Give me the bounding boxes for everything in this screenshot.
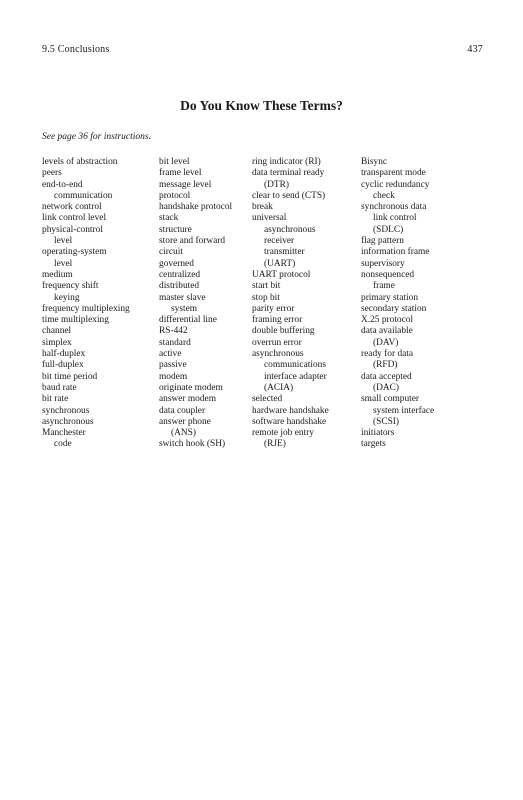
term-continuation: code [54, 439, 72, 450]
term-continuation: frame [373, 281, 395, 292]
term-item: frequency multiplexing [42, 303, 130, 314]
term-item: half-duplex [42, 349, 86, 360]
term-item: full-duplex [42, 360, 84, 371]
term-item: UART protocol [252, 269, 311, 280]
term-continuation: (SDLC) [373, 224, 404, 235]
term-item: link control level [42, 213, 107, 224]
term-item: data terminal ready [252, 168, 325, 179]
term-item: software handshake [252, 416, 327, 427]
term-item: ready for data [361, 349, 414, 360]
term-item: targets [361, 439, 386, 450]
term-item: initiators [361, 428, 395, 439]
term-item: RS-442 [159, 326, 188, 337]
term-item: circuit [159, 247, 183, 258]
term-item: cyclic redundancy [361, 179, 430, 190]
term-item: stack [159, 213, 179, 224]
term-item: stop bit [252, 292, 280, 303]
terms-column-4 [361, 157, 434, 451]
term-item: supervisory [361, 258, 405, 269]
term-continuation: communication [54, 190, 113, 201]
term-item: physical-control [42, 224, 103, 235]
term-continuation: link control [373, 213, 417, 224]
term-item: store and forward [159, 236, 226, 247]
term-item: bit time period [42, 371, 98, 382]
term-item: originate modem [159, 382, 223, 393]
term-item: flag pattern [361, 236, 404, 247]
term-item: nonsequenced [361, 269, 415, 280]
term-item: break [252, 202, 273, 213]
term-item: message level [159, 179, 212, 190]
term-item: overrun error [252, 337, 302, 348]
term-item: hardware handshake [252, 405, 329, 416]
term-item: secondary station [361, 303, 427, 314]
term-continuation: (ACIA) [264, 382, 294, 393]
term-item: standard [159, 337, 191, 348]
term-continuation: level [54, 258, 73, 269]
term-continuation: receiver [264, 236, 295, 247]
term-item: answer modem [159, 394, 217, 405]
running-head [42, 44, 483, 58]
term-item: handshake protocol [159, 202, 233, 213]
instructions-note: See page 36 for instructions. [42, 132, 151, 142]
term-item: parity error [252, 303, 295, 314]
term-item: data accepted [361, 371, 412, 382]
term-item: start bit [252, 281, 281, 292]
term-item: bit rate [42, 394, 69, 405]
term-continuation: interface adapter [264, 371, 327, 382]
term-item: time multiplexing [42, 315, 109, 326]
term-continuation: (DAV) [373, 337, 399, 348]
term-item: ring indicator (RI) [252, 157, 321, 167]
term-continuation: level [54, 236, 73, 247]
term-item: peers [42, 168, 62, 179]
term-item: governed [159, 258, 194, 269]
term-item: data coupler [159, 405, 206, 416]
term-item: master slave [159, 292, 206, 303]
term-item: X.25 protocol [361, 315, 414, 326]
term-continuation: communications [264, 360, 326, 371]
term-item: differential line [159, 315, 217, 326]
term-item: bit level [159, 157, 190, 167]
term-item: modem [159, 371, 188, 382]
term-item: transparent mode [361, 168, 426, 179]
term-item: channel [42, 326, 72, 337]
term-item: universal [252, 213, 287, 224]
terms-column-1 [42, 157, 130, 451]
term-item: information frame [361, 247, 430, 258]
term-item: data available [361, 326, 413, 337]
term-item: centralized [159, 269, 201, 280]
term-continuation: asynchronous [264, 224, 316, 235]
term-item: selected [252, 394, 283, 405]
term-item: network control [42, 202, 102, 213]
term-item: double buffering [252, 326, 315, 337]
page-title: Do You Know These Terms? [180, 98, 343, 113]
term-item: remote job entry [252, 428, 314, 439]
term-item: primary station [361, 292, 419, 303]
term-item: frame level [159, 168, 202, 179]
terms-list [42, 157, 482, 537]
term-continuation: (DAC) [373, 382, 400, 393]
term-continuation: (SCSI) [373, 416, 400, 427]
term-item: Manchester [42, 428, 86, 439]
term-item: baud rate [42, 382, 77, 393]
term-continuation: system [171, 303, 198, 314]
term-item: distributed [159, 281, 200, 292]
term-continuation: (RJE) [264, 439, 286, 450]
term-continuation: (ANS) [171, 428, 196, 439]
term-continuation: check [373, 190, 395, 201]
term-item: clear to send (CTS) [252, 190, 326, 201]
term-item: end-to-end [42, 179, 83, 190]
term-item: asynchronous [42, 416, 94, 427]
term-item: frequency shift [42, 281, 99, 292]
term-item: protocol [159, 190, 191, 201]
term-continuation: transmitter [264, 247, 305, 258]
terms-column-3 [252, 157, 329, 451]
term-item: Bisync [361, 157, 388, 167]
term-continuation: (RFD) [373, 360, 398, 371]
term-item: synchronous [42, 405, 90, 416]
term-item: operating-system [42, 247, 107, 258]
term-item: small computer [361, 394, 420, 405]
term-item: levels of abstraction [42, 157, 118, 167]
term-item: asynchronous [252, 349, 304, 360]
page-number: 437 [467, 44, 483, 55]
term-item: answer phone [159, 416, 211, 427]
section-heading: 9.5 Conclusions [42, 44, 110, 55]
term-item: switch hook (SH) [159, 439, 226, 450]
terms-column-2 [159, 157, 232, 451]
term-continuation: (DTR) [264, 179, 289, 190]
term-item: active [159, 349, 182, 360]
term-item: medium [42, 269, 73, 280]
term-continuation: keying [54, 292, 80, 303]
term-item: passive [159, 360, 187, 371]
term-continuation: (UART) [264, 258, 296, 269]
term-item: simplex [42, 337, 72, 348]
term-item: synchronous data [361, 202, 427, 213]
term-continuation: system interface [373, 405, 435, 416]
term-item: structure [159, 224, 192, 235]
term-item: framing error [252, 315, 303, 326]
